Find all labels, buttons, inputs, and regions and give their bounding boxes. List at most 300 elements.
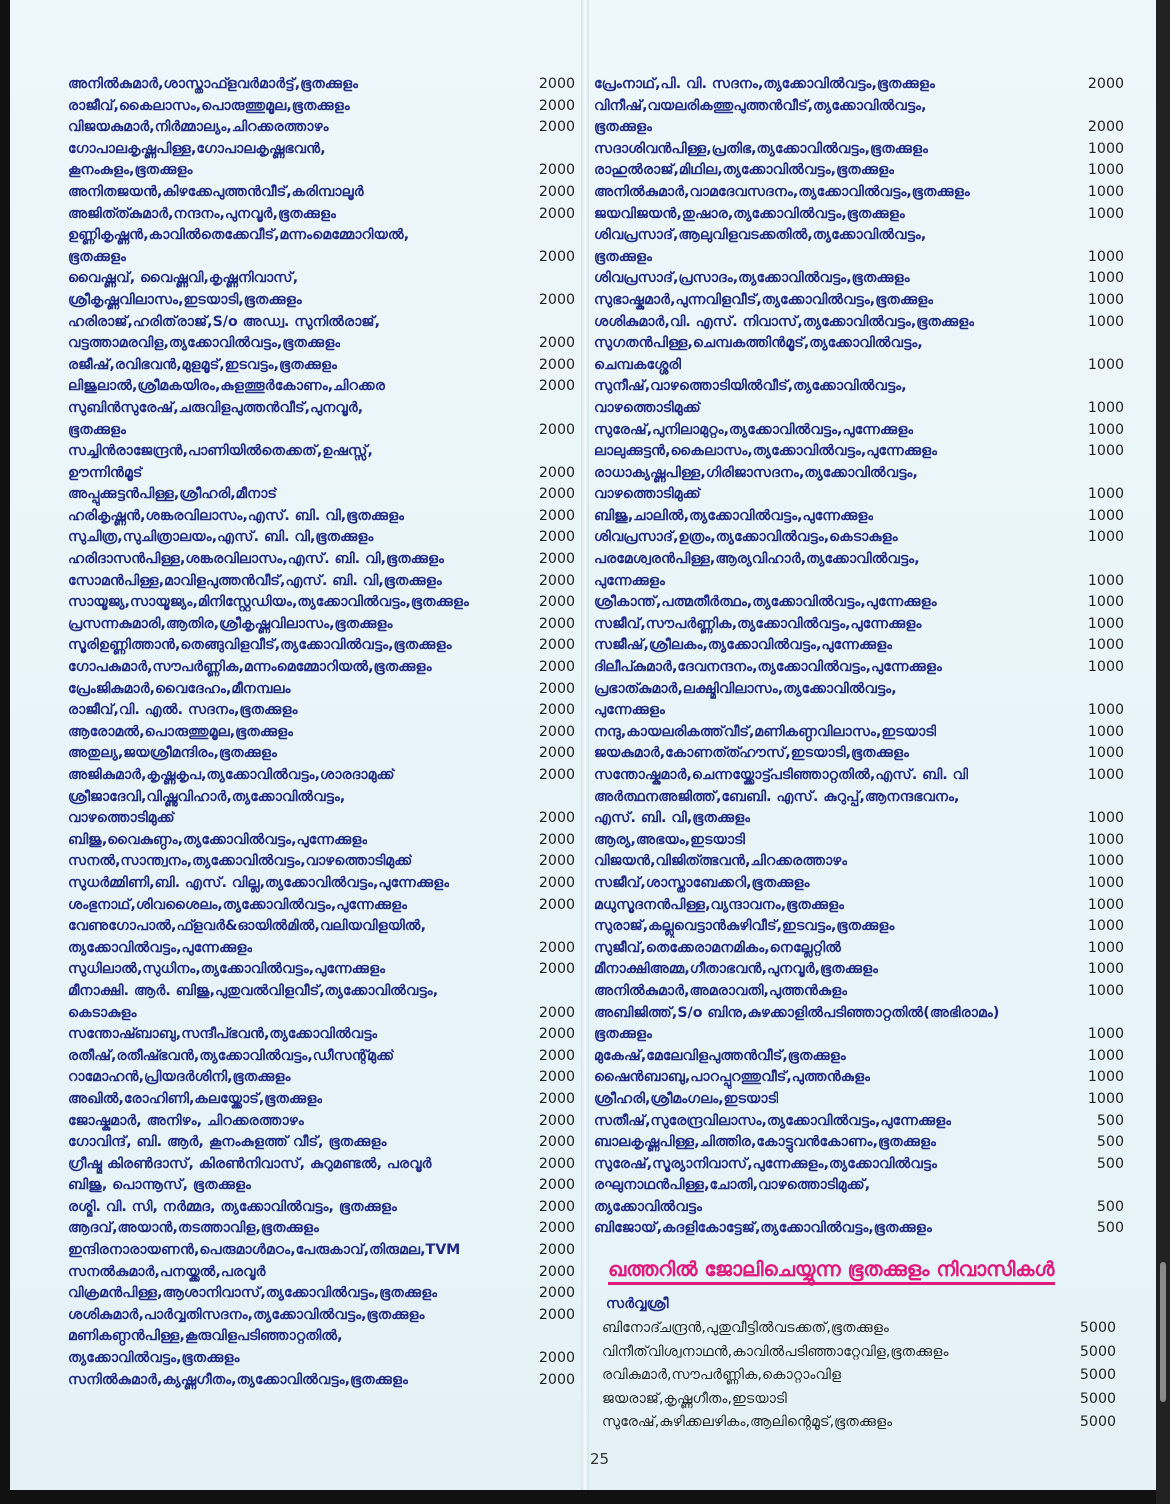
donor-row [68,117,575,139]
page-number: 25 [590,1450,610,1468]
donor-name-address: രാഹുൽരാജ്,മിഥില,ത്യക്കോവിൽവട്ടം,ഭൂതക്കുളം [594,162,895,179]
donation-amount: 2000 [538,248,575,265]
donation-amount: 500 [1096,1134,1124,1151]
donor-name-address: പ്രസന്നകുമാരി,ആതിര,ശ്രീകൃഷ്ണവിലാസം,ഭൂതക്കുളം [68,615,393,632]
donor-row [602,1411,1116,1435]
donor-row [602,1388,1116,1412]
donor-name-address: ഹരികൃഷ്ണൻ,ശങ്കരവിലാസം,എസ്. ബി. വി,ഭൂതക്കുളം [68,507,405,524]
donation-amount: 2000 [538,421,575,438]
donor-row [594,312,1124,334]
donation-amount: 1000 [1087,183,1124,200]
donor-name-address: ഹരിദാസൻപിള്ള,ശങ്കരവിലാസം,എസ്. ബി. വി,ഭൂതക്കുളം [68,551,445,568]
donation-amount: 2000 [538,572,575,589]
donor-name-address: നന്ദു,കായലരികത്ത്‌വീട്,മണികണ്ഠവിലാസം,ഇടയാടി [594,723,937,740]
donor-name-address: കൂനംകുളം,ഭൂതക്കുളം [68,162,193,179]
donor-row [68,1175,575,1197]
donor-name-address: സൂരിഉണ്ണിത്താൻ,തെങ്ങുവിളവീട്,ത്യക്കോവിൽവട്ടം,ഭൂതക്കുളം [68,637,452,654]
donor-name-address: സനൽ,സാന്ത്വനം,ത്യക്കോവിൽവട്ടം,വാഴത്തൊടിമുക്ക് [68,853,413,870]
donation-amount: 1000 [1087,291,1124,308]
column-divider [581,0,589,1490]
donor-name-address: ബിജു,ചാലിൽ,ത്യക്കോവിൽവട്ടം,പുന്നേക്കുളം [594,507,874,524]
donor-row [68,959,575,981]
donor-name-address: ജോഷ്കുമാർ, അനിഴം, ചിറക്കരത്താഴം [68,1112,304,1129]
donor-row [594,592,1124,614]
donor-name-address: രതീഷ്,രതീഷ്ഭവൻ,ത്യക്കോവിൽവട്ടം,ഡീസന്റ്മുക്ക് [68,1047,395,1064]
donor-name-address: ദിലീപ്കുമാർ,ദേവനന്ദനം,ത്യക്കോവിൽവട്ടം,പുന്നേക്കുളം [594,659,942,676]
donor-row [68,527,575,549]
donor-row [68,873,575,895]
donor-row [594,333,1124,355]
donor-name-address: മീനാക്ഷിഅമ്മ,ഗീതാഭവൻ,പുനവൂർ,ഭൂതക്കുളം [594,961,879,978]
donor-row [594,851,1124,873]
donor-row [594,679,1124,701]
donor-row [68,1305,575,1327]
qatar-donor-list [602,1317,1116,1435]
donor-row [594,571,1124,593]
donor-row [594,247,1124,269]
donation-amount: 2000 [538,767,575,783]
donor-row [68,506,575,528]
donor-row [594,527,1124,549]
donor-name-address: രാധാക്യഷ്ണപിള്ള,ഗിരിജാസദനം,ത്യക്കോവിൽവട്ടം, [594,464,918,481]
donor-name-address: ആരോമൽ,പൊരുത്തുമൂല,ഭൂതക്കുളം [68,723,294,740]
donor-row [594,74,1124,96]
donor-row [594,549,1124,571]
donor-name-address: ശംഭുനാഥ്,ശിവശൈലം,ത്യക്കോവിൽവട്ടം,പുന്നേക്കുളം [68,896,408,913]
donor-name-address: അനിൽകുമാർ,അമരാവതി,പുത്തൻകുളം [594,982,848,999]
donation-amount: 2000 [538,1285,575,1302]
donor-name-address: സുധർമ്മിണി,ബി. എസ്. വില്ല,ത്യക്കോവിൽവട്ടം,പുന്നേക്കുളം [68,874,450,891]
donor-row [68,484,575,506]
donation-amount: 2000 [538,551,575,568]
donor-name-address: സച്ചിൻരാജേന്ദ്രൻ,പാണിയിൽതെക്കത്,ഉഷസ്സ്, [68,443,373,460]
donor-row [594,1046,1124,1068]
donor-name-address: ബിജോയ്,കദളികോട്ടേജ്,ത്യക്കോവിൽവട്ടം,ഭൂതക്കുളം [594,1220,932,1237]
donor-name-address: പ്രേംനാഥ്,പി. വി. സദനം,ത്യക്കോവിൽവട്ടം,ഭൂതക്കുളം [594,76,935,92]
donor-row [68,981,575,1003]
donation-amount: 5000 [1079,1343,1116,1360]
donor-name-address: ഉണ്ണികൃഷ്ണൻ,കാവിൽതെക്കേവീട്,മന്നംമെമ്മോറിയൽ, [68,227,410,244]
donor-row [68,635,575,657]
donation-amount: 1000 [1087,702,1124,719]
donor-row [594,290,1124,312]
donation-amount: 1000 [1087,1026,1124,1043]
donor-name-address: സായൂജ്യ,സായൂജ്യം,മിനിസ്റ്റേഡിയം,ത്യക്കോവിൽവട്ടം,ഭൂതക്കുളം [68,594,469,611]
donation-amount: 2000 [538,1047,575,1064]
donor-row [594,614,1124,636]
donor-name-address: വൈഷ്ണവ്, വൈഷ്ണവി,കൃഷ്ണനിവാസ്, [68,270,299,287]
donor-row [68,355,575,377]
donor-row [594,916,1124,938]
donation-amount: 2000 [538,1371,575,1388]
donor-row [68,1024,575,1046]
donor-row [68,1283,575,1305]
donor-row [594,484,1124,506]
donor-name-address: ബിനോദ്ചന്ദ്രൻ,പുതുവീട്ടിൽവടക്കത്,ഭൂതക്കുളം [602,1320,889,1336]
donor-name-address: മണികണ്ഠൻപിള്ള,കൂരുവിളപടിഞ്ഞാറ്റതിൽ, [68,1328,343,1345]
donation-amount: 2000 [538,356,575,373]
donation-amount: 5000 [1079,1320,1116,1336]
donor-row [594,1175,1124,1197]
donor-row [68,787,575,809]
donor-row [594,355,1124,377]
donor-row [68,1240,575,1262]
donation-amount: 1000 [1087,615,1124,632]
donation-amount: 500 [1096,1155,1124,1172]
donor-name-address: വാഴത്തൊടിമുക്ക് [594,486,701,503]
donor-name-address: ത്യക്കോവിൽവട്ടം [594,1198,703,1215]
donor-name-address: ആര്യ,അഭയം,ഇടയാടി [594,831,745,848]
donor-row [68,1218,575,1240]
donation-amount: 2000 [538,119,575,136]
donor-name-address: ശിവപ്രസാദ്,പ്രസാദം,ത്യക്കോവിൽവട്ടം,ഭൂതക്കുളം [594,270,910,287]
donor-name-address: ശ്രീകാന്ത്,പത്മതീർത്ഥം,ത്യക്കോവിൽവട്ടം,പുന്നേക്കുളം [594,594,937,611]
donor-name-address: അഖിൽ,രോഹിണി,കലയ്ക്കോട്,ഭൂതക്കുളം [68,1090,323,1107]
donor-name-address: ബാലകൃഷ്ണപിള്ള,ചിത്തിര,കോട്ടുവൻകോണം,ഭൂതക്കുളം [594,1134,937,1151]
document-page [10,0,1166,1490]
donation-amount: 1000 [1087,961,1124,978]
scrollbar-thumb[interactable] [1160,1262,1166,1402]
donor-name-address: വാഴത്തൊടിമുക്ക് [594,399,701,416]
donor-row [594,182,1124,204]
donor-name-address: ഭൂതക്കുളം [68,248,127,265]
donor-name-address: ഭൂതക്കുളം [594,1026,653,1043]
donation-amount: 2000 [538,1242,575,1259]
donor-name-address: വട്ടത്താമരവിള,ത്യക്കോവിൽവട്ടം,ഭൂതക്കുളം [68,335,341,352]
donor-name-address: ഹരിരാജ്,ഹരിത്‌രാജ്,S/o അഡ്വ. സുനിൽരാജ്, [68,313,380,330]
donation-amount: 1000 [1087,594,1124,611]
donor-name-address: ത്യക്കോവിൽവട്ടം,ഭൂതക്കുളം [68,1350,240,1367]
donor-row [68,290,575,312]
donor-row [68,1154,575,1176]
donor-row [594,1218,1124,1240]
donor-row [594,1111,1124,1133]
donor-name-address: സുരേഷ്,കുഴിക്കലഴികം,ആലിന്റെമൂട്,ഭൂതക്കുളം [602,1414,893,1431]
donation-amount: 2000 [538,615,575,632]
donor-name-address: ആദവ്,അയാൻ,തടത്താവിള,ഭൂതക്കുളം [68,1220,319,1237]
donation-amount: 1000 [1087,896,1124,913]
donation-amount: 1000 [1087,248,1124,265]
donation-amount: 1000 [1087,767,1124,783]
donor-row [594,420,1124,442]
donation-amount: 1000 [1087,723,1124,740]
donor-name-address: ശ്രീജാദേവി,വിഷ്ണുവിഹാർ,ത്യക്കോവിൽവട്ടം, [68,788,346,805]
donor-row [68,1003,575,1025]
donation-amount: 1000 [1087,529,1124,546]
donor-row [68,1348,575,1370]
donor-name-address: ലിജുലാൽ,ശ്രീമകയിരം,കുളത്തൂർകോണം,ചിറക്കര [68,378,386,395]
donation-amount: 2000 [538,507,575,524]
donor-name-address: വിജയകുമാർ,നിർമ്മാല്യം,ചിറക്കരത്താഴം [68,119,329,136]
donor-row [68,938,575,960]
donation-amount: 1000 [1087,270,1124,287]
donor-name-address: ബിജു, പൊന്നൂസ്, ഭൂതക്കുളം [68,1177,252,1194]
donation-amount: 2000 [538,76,575,92]
donor-row [68,398,575,420]
qatar-section-heading: ഖത്തറിൽ ജോലിചെയ്യുന്ന ഭൂതക്കുളം നിവാസികൾ [608,1257,1055,1285]
donation-amount: 1000 [1087,313,1124,330]
donor-row [68,247,575,269]
donor-name-address: ശശികുമാർ,പാർവ്വതിസദനം,ത്യക്കോവിൽവട്ടം,ഭൂതക്കുളം [68,1306,425,1323]
donor-name-address: മുകേഷ്,മേലേവിളപുത്തൻവീട്,ഭൂതക്കുളം [594,1047,846,1064]
donor-row [602,1341,1116,1365]
donor-name-address: സുഭാഷ്കുമാർ,പുന്നവിളവീട്,ത്യക്കോവിൽവട്ടം,ഭൂതക്കുളം [594,291,934,308]
donation-amount: 1000 [1087,810,1124,827]
donor-row [594,139,1124,161]
donor-name-address: വിനീഷ്,വയലരികത്തുപുത്തൻവീട്,ത്യക്കോവിൽവട്ടം, [594,97,927,114]
donation-amount: 500 [1096,1198,1124,1215]
scrollbar-track[interactable] [1156,0,1170,1504]
donation-amount: 1000 [1087,918,1124,935]
donor-row [594,657,1124,679]
donor-name-address: രാജീവ്,കൈലാസം,പൊരുത്തുമൂല,ഭൂതക്കുളം [68,97,350,114]
donor-row [594,830,1124,852]
donor-name-address: രജീഷ്,രവിഭവൻ,മുളമൂട്,ഇടവട്ടം,ഭൂതക്കുളം [68,356,338,373]
donation-amount: 2000 [538,291,575,308]
donation-amount: 2000 [538,529,575,546]
donor-name-address: സുരാജ്,കല്ലുവെട്ടാൻകുഴിവീട്,ഇടവട്ടം,ഭൂതക്കുളം [594,918,895,935]
donor-name-address: അനിതജയൻ,കിഴക്കേപുത്തൻവീട്,കരിമ്പാലൂർ [68,183,364,200]
donation-amount: 500 [1096,1220,1124,1237]
donor-row [68,1132,575,1154]
donor-row [594,808,1124,830]
donation-amount: 2000 [538,464,575,481]
donor-row [68,895,575,917]
donor-name-address: ശ്രീകൃഷ്ണവിലാസം,ഇടയാടി,ഭൂതക്കുളം [68,291,302,308]
donation-amount: 1000 [1087,874,1124,891]
donor-name-address: സജീഷ്,ശ്രീലകം,ത്യക്കോവിൽവട്ടം,പുന്നേക്കുളം [594,637,893,654]
donation-amount: 1000 [1087,486,1124,503]
donation-amount: 2000 [538,1069,575,1086]
donor-name-address: ഗ്രീഷ്മ കിരൺദാസ്, കിരൺനിവാസ്, കുറുമണ്ടൽ, പരവൂർ [68,1155,432,1172]
donor-name-address: വേണുഗോപാൽ,ഫ്ളവർ&ഓയിൽമിൽ,വലിയവിളയിൽ, [68,918,426,935]
donor-name-address: സനൽകുമാർ,പനയ്ക്കൽ,പരവൂർ [68,1263,266,1280]
donor-row [594,722,1124,744]
donor-row [594,1089,1124,1111]
donor-row [594,160,1124,182]
donor-row [68,312,575,334]
donation-amount: 2000 [538,659,575,676]
donor-name-address: അനിൽകുമാർ,ശാസ്താഫ്ളവർമാർട്ട്,ഭൂതക്കുളം [68,76,359,92]
donation-amount: 2000 [538,1220,575,1237]
donation-amount: 1000 [1087,421,1124,438]
donor-row [68,808,575,830]
donation-amount: 2000 [538,853,575,870]
donor-name-address: ശ്രീഹരി,ശ്രീമംഗലം,ഇടയാടി [594,1090,779,1107]
donor-name-address: സദാശിവൻപിള്ള,പ്രതിഭ,ത്യക്കോവിൽവട്ടം,ഭൂതക്കുളം [594,140,929,157]
donation-amount: 2000 [538,745,575,762]
donor-name-address: ശിവപ്രസാദ്,ആലുവിളവടക്കതിൽ,ത്യക്കോവിൽവട്ടം, [594,227,927,244]
donor-row [594,376,1124,398]
donor-row [68,333,575,355]
donor-row [594,225,1124,247]
donation-amount: 2000 [538,1177,575,1194]
donor-name-address: ജയവിജയൻ,തുഷാര,ത്യക്കോവിൽവട്ടം,ഭൂതക്കുളം [594,205,905,222]
donor-row [594,895,1124,917]
donation-amount: 2000 [538,1263,575,1280]
donor-name-address: സുഗതൻപിള്ള,ചെമ്പകത്തിൻമൂട്,ത്യക്കോവിൽവട്ടം, [594,335,923,352]
donor-name-address: ബിജു,വൈകുണ്ഠം,ത്യക്കോവിൽവട്ടം,പുന്നേക്കുളം [68,831,368,848]
donor-row [68,74,575,96]
donor-name-address: പ്രഭാത്കുമാർ,ലക്ഷ്മിവിലാസം,ത്യക്കോവിൽവട്ടം, [594,680,897,697]
donor-row [594,117,1124,139]
donor-row [68,1326,575,1348]
donor-name-address: ശശികുമാർ,വി. എസ്. നിവാസ്,ത്യക്കോവിൽവട്ടം,ഭൂതക്കുളം [594,313,975,330]
donor-name-address: സുനീഷ്,വാഴത്തൊടിയിൽവീട്,ത്യക്കോവിൽവട്ടം, [594,378,907,395]
donation-amount: 2000 [538,939,575,956]
donor-name-address: പരമേശ്വരൻപിള്ള,ആര്യവിഹാർ,ത്യക്കോവിൽവട്ടം, [594,551,920,568]
donation-amount: 2000 [538,486,575,503]
donor-list-right [594,74,1124,1240]
donor-name-address: വിക്രമൻപിള്ള,ആശാനിവാസ്,ത്യക്കോവിൽവട്ടം,ഭൂതക്കുളം [68,1285,438,1302]
donation-amount: 2000 [538,162,575,179]
donation-amount: 2000 [538,1155,575,1172]
donation-amount: 2000 [538,1004,575,1021]
donor-name-address: എസ്. ബി. വി,ഭൂതക്കുളം [594,810,751,827]
donor-row [594,873,1124,895]
donor-row [594,1003,1124,1025]
donation-amount: 2000 [538,702,575,719]
donor-name-address: സുബിൻസുരേഷ്,ചരുവിളപുത്തൻവീട്,പുനവൂർ, [68,399,364,416]
donation-amount: 2000 [1087,119,1124,136]
donation-amount: 2000 [538,896,575,913]
donor-row [594,398,1124,420]
donation-amount: 2000 [538,97,575,114]
donor-name-address: ഭൂതക്കുളം [68,421,127,438]
donation-amount: 1000 [1087,572,1124,589]
donation-amount: 1000 [1087,162,1124,179]
donor-row [594,765,1124,787]
donor-name-address: ചെമ്പകശ്ശേരി [594,356,682,373]
donor-name-address: ഗോവിന്ദ്, ബി. ആർ, കൂനംകുളത്ത് വീട്, ഭൂതക്കുളം [68,1134,387,1151]
donation-amount: 2000 [538,183,575,200]
donor-row [594,1024,1124,1046]
donor-row [68,549,575,571]
donor-name-address: ഗോപാലകൃഷ്ണപിള്ള,ഗോപാലകൃഷ്ണഭവൻ, [68,140,326,157]
donor-name-address: അജിത്ത്കുമാർ,നന്ദനം,പുനവൂർ,ഭൂതക്കുളം [68,205,337,222]
donor-row [68,1262,575,1284]
donation-amount: 2000 [538,961,575,978]
donation-amount: 2000 [538,1026,575,1043]
donor-row [594,1067,1124,1089]
donor-name-address: പുന്നേക്കുളം [594,702,665,719]
donor-name-address: ഇന്ദിരനാരായണൻ,പെരുമാൾമഠം,പേരുകാവ്,തിരുമല,TVM [68,1242,461,1259]
donor-name-address: സജീവ്,ശാസ്താബേക്കറി,ഭൂതക്കുളം [594,874,810,891]
donor-name-address: കെടാകുളം [68,1004,137,1021]
donor-row [68,463,575,485]
donor-row [68,679,575,701]
donor-row [68,830,575,852]
donation-amount: 2000 [538,637,575,654]
donation-amount: 1000 [1087,507,1124,524]
donor-name-address: സജീവ്,സൗപർണ്ണിക,ത്യക്കോവിൽവട്ടം,പുന്നേക്കുളം [594,615,922,632]
donor-name-address: വിനീത്‌വിശ്വനാഥൻ,കാവിൽപടിഞ്ഞാറ്റേവിള,ഭൂതക്കുളം [602,1343,949,1360]
donor-row [68,182,575,204]
donation-amount: 2000 [538,335,575,352]
donor-row [594,506,1124,528]
donor-row [68,614,575,636]
donor-row [68,376,575,398]
donor-name-address: രാജീവ്,വി. എൽ. സദനം,ഭൂതക്കുളം [68,702,298,719]
donor-name-address: അതുല്യ,ജയശ്രീമന്ദിരം,ഭൂതക്കുളം [68,745,277,762]
donor-row [602,1364,1116,1388]
donor-name-address: വാഴത്തൊടിമുക്ക് [68,810,175,827]
donation-amount: 2000 [538,1090,575,1107]
donation-amount: 2000 [538,1350,575,1367]
donor-name-address: പുന്നേക്കുളം [594,572,665,589]
donor-row [68,765,575,787]
donor-row [594,743,1124,765]
donor-row [68,851,575,873]
donation-amount: 1000 [1087,659,1124,676]
donor-row [594,441,1124,463]
donation-amount: 5000 [1079,1390,1116,1407]
donor-name-address: ഭൂതക്കുളം [594,248,653,265]
donation-amount: 1000 [1087,443,1124,460]
donation-amount: 1000 [1087,1069,1124,1086]
donor-name-address: സുധിലാൽ,സുധിനം,ത്യക്കോവിൽവട്ടം,പുന്നേക്കുളം [68,961,386,978]
donor-row [68,1067,575,1089]
donor-name-address: റാമോഹൻ,പ്രിയദർശിനി,ഭൂതക്കുളം [68,1069,291,1086]
donation-amount: 2000 [538,723,575,740]
donor-name-address: ജയകുമാർ,കോണത്ത്ഹൗസ്,ഇടയാടി,ഭൂതക്കുളം [594,745,910,762]
donor-row [68,420,575,442]
donor-name-address: ഗോപകുമാർ,സൗപർണ്ണിക,മന്നംമെമ്മോറിയൽ,ഭൂതക്കുളം [68,659,432,676]
donation-amount: 1000 [1087,939,1124,956]
donor-row [68,225,575,247]
donation-amount: 1000 [1087,745,1124,762]
donor-name-address: അബിജിത്ത്,S/o ബിനു,കുഴക്കാളിൽപടിഞ്ഞാറ്റതിൽ(അഭിരാമം) [594,1004,1000,1021]
donor-row [602,1317,1116,1341]
donation-amount: 1000 [1087,831,1124,848]
donor-name-address: ഭൂതക്കുളം [594,119,653,136]
donation-amount: 2000 [538,1112,575,1129]
donor-name-address: സോമൻപിള്ള,മാവിളപുത്തൻവീട്,എസ്. ബി. വി,ഭൂതക്കുളം [68,572,442,589]
donation-amount: 2000 [538,378,575,395]
donor-row [594,96,1124,118]
donor-row [68,592,575,614]
donor-row [594,1132,1124,1154]
donor-name-address: ഊന്നിൻമൂട് [68,464,143,481]
donation-amount: 1000 [1087,637,1124,654]
donor-row [68,743,575,765]
donor-name-address: രശ്മി. വി. സി, നർമ്മദ, ത്യക്കോവിൽവട്ടം, ഭൂതക്കുളം [68,1198,397,1215]
donor-row [68,571,575,593]
donation-amount: 2000 [1087,76,1124,92]
donor-name-address: സന്തോഷ്ബാബു,സന്ദീപ്ഭവൻ,ത്യക്കോവിൽവട്ടം [68,1026,378,1043]
donor-row [68,268,575,290]
donation-amount: 2000 [538,1198,575,1215]
donor-name-address: ഷൈൻബാബു,പാറപ്പുറത്തുവീട്,പുത്തൻകുളം [594,1069,871,1086]
donor-name-address: ലാലുക്കുട്ടൻ,കൈലാസം,ത്യക്കോവിൽവട്ടം,പുന്നേക്കുളം [594,443,938,460]
donation-amount: 2000 [538,810,575,827]
donor-row [68,139,575,161]
donor-row [68,657,575,679]
donation-amount: 500 [1096,1112,1124,1129]
donor-row [594,981,1124,1003]
donor-name-address: അപ്പുക്കുട്ടൻപിള്ള,ശ്രീഹരി,മീനാട് [68,486,278,503]
donation-amount: 2000 [538,831,575,848]
donation-amount: 5000 [1079,1367,1116,1384]
donor-name-address: പ്രേംജികുമാർ,വൈദേഹം,മീനമ്പലം [68,680,291,697]
donation-amount: 5000 [1079,1414,1116,1431]
donor-name-address: സതീഷ്,സുരേന്ദ്രവിലാസം,ത്യക്കോവിൽവട്ടം,പുന്നേക്കുളം [594,1112,952,1129]
donor-row [594,700,1124,722]
donor-row [594,1197,1124,1219]
donor-name-address: വിജയൻ,വിജിത്ത്ഭവൻ,ചിറക്കരത്താഴം [594,853,848,870]
donor-row [68,1089,575,1111]
donation-amount: 1000 [1087,1047,1124,1064]
